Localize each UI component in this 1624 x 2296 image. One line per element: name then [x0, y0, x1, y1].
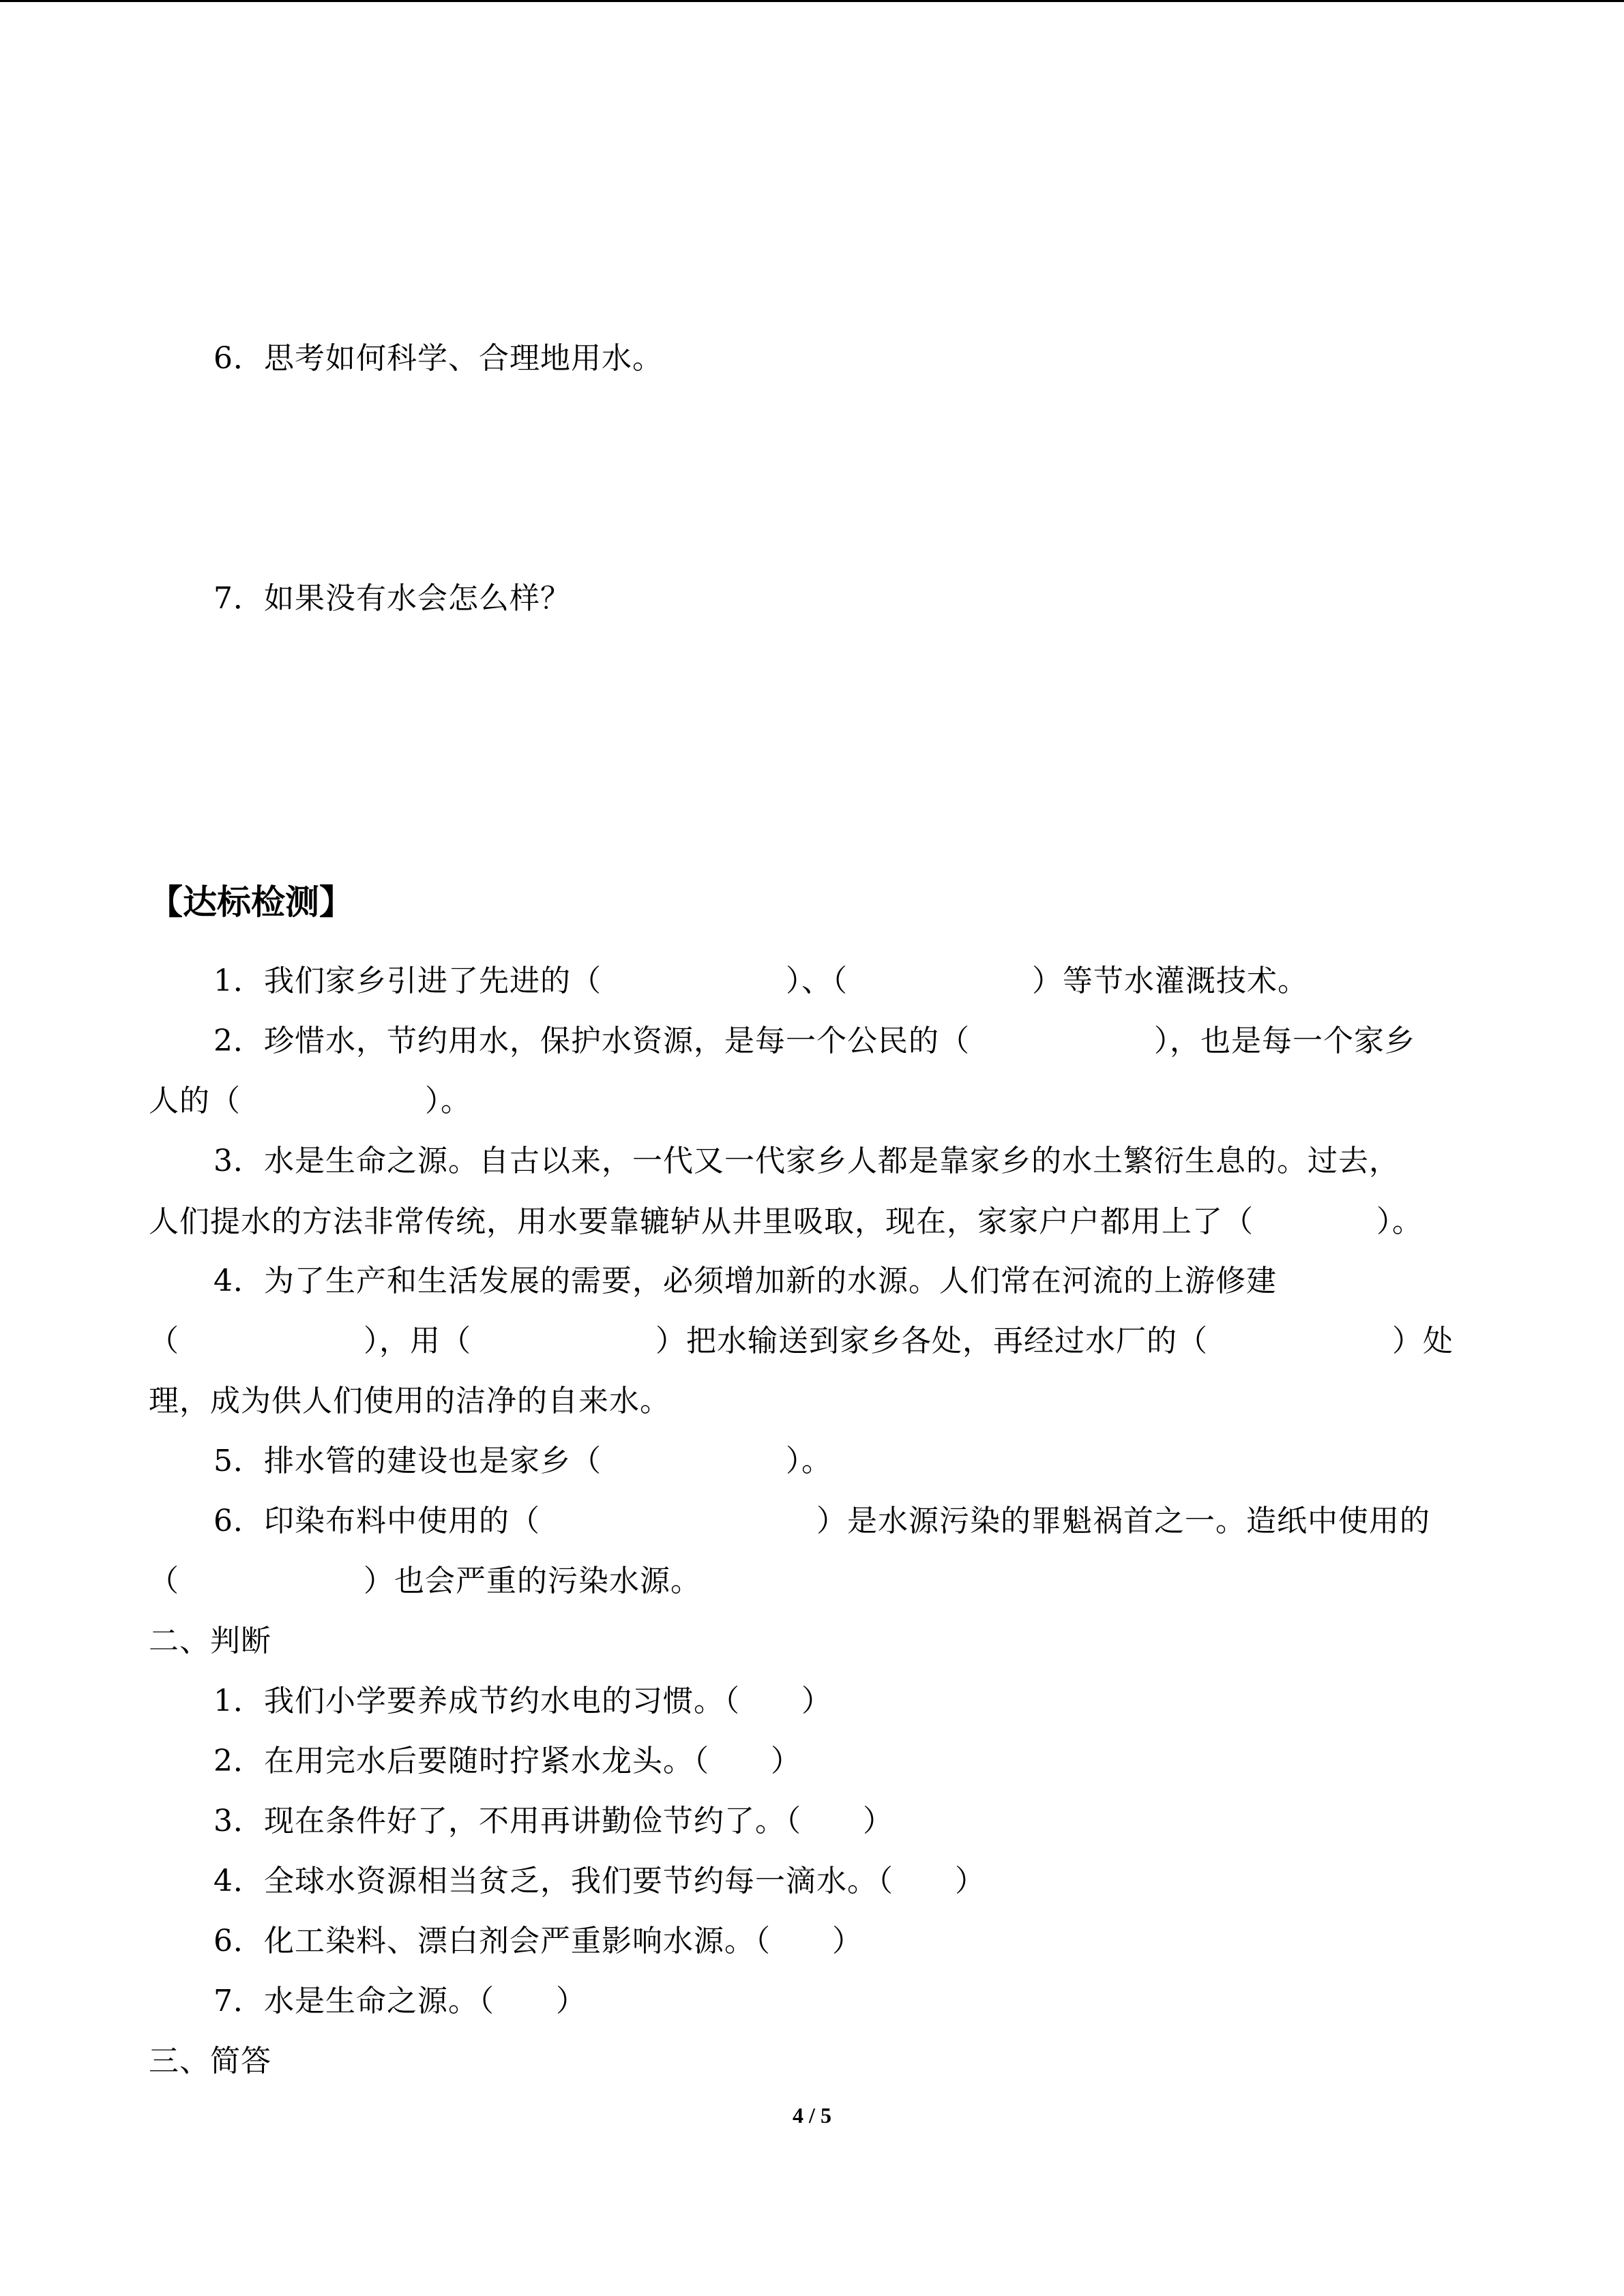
fill-line-3a: 3．水是生命之源。自古以来，一代又一代家乡人都是靠家乡的水土繁衍生息的。过去，	[213, 1144, 1400, 1178]
question-6-think: 6．思考如何科学、合理地用水。	[213, 341, 663, 376]
judge-item-4: 4．全球水资源相当贫乏，我们要节约每一滴水。（ ）	[213, 1864, 986, 1898]
judge-item-6: 6．化工染料、漂白剂会严重影响水源。（ ）	[213, 1924, 863, 1958]
fill-line-6b: （ ）也会严重的污染水源。	[149, 1564, 701, 1598]
fill-line-1: 1．我们家乡引进了先进的（ ）、（ ）等节水灌溉技术。	[213, 964, 1308, 998]
fill-line-6a: 6．印染布料中使用的（ ）是水源污染的罪魁祸首之一。造纸中使用的	[213, 1504, 1430, 1538]
short-answer-heading: 三、简答	[149, 2044, 271, 2078]
fill-line-4c: 理，成为供人们使用的洁净的自来水。	[149, 1384, 670, 1418]
fill-line-2a: 2．珍惜水，节约用水，保护水资源，是每一个公民的（ ），也是每一个家乡	[213, 1024, 1415, 1058]
judge-item-2: 2．在用完水后要随时拧紧水龙头。（ ）	[213, 1744, 801, 1778]
page-top-border	[0, 0, 1624, 2]
section-heading-test: 【达标检测】	[149, 882, 353, 922]
fill-line-3b: 人们提水的方法非常传统，用水要靠辘轳从井里吸取，现在，家家户户都用上了（ ）。	[149, 1204, 1423, 1239]
judge-item-1: 1．我们小学要养成节约水电的习惯。（ ）	[213, 1684, 832, 1718]
judge-item-3: 3．现在条件好了，不用再讲勤俭节约了。（ ）	[213, 1804, 894, 1838]
judge-heading: 二、判断	[149, 1624, 271, 1658]
judge-item-7: 7．水是生命之源。（ ）	[213, 1984, 587, 2018]
question-7-no-water: 7．如果没有水会怎么样？	[213, 581, 571, 616]
page-number: 4 / 5	[793, 2103, 831, 2128]
fill-line-4a: 4．为了生产和生活发展的需要，必须增加新的水源。人们常在河流的上游修建	[213, 1264, 1277, 1298]
fill-line-5: 5．排水管的建设也是家乡（ ）。	[213, 1444, 832, 1478]
fill-line-2b: 人的（ ）。	[149, 1084, 471, 1118]
fill-line-4b: （ ），用（ ）把水输送到家乡各处，再经过水厂的（ ）处	[149, 1324, 1453, 1358]
